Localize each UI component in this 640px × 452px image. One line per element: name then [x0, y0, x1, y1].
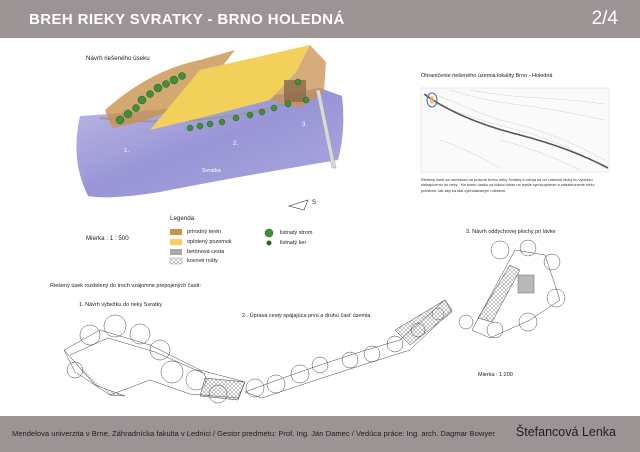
part3-plan: [459, 240, 565, 338]
plan-title: Návrh riešeného úseku: [86, 55, 150, 62]
north-arrow: [289, 200, 308, 210]
legend-item-tree: listnatý strom: [280, 230, 313, 236]
sections-intro: Riešený úsek rozdelený do troch vzájomne prepojených častí:: [50, 283, 202, 289]
legend-title: Legenda:: [170, 215, 196, 222]
page-title: BREH RIEKY SVRATKY - BRNO HOLEDNÁ: [29, 11, 345, 28]
building: [284, 80, 306, 102]
part3-title: 3. Návrh oddychovej plochy pri lávke: [466, 229, 556, 235]
legend-item-terrain: prírodný terén: [187, 229, 222, 235]
footer-bar: [0, 416, 640, 452]
section-3-label: 3.: [302, 121, 308, 128]
section-1-label: 1.: [124, 147, 130, 154]
context-map: [421, 88, 609, 172]
section-2-label: 2.: [233, 140, 239, 147]
page-number: 2/4: [591, 8, 618, 29]
detail-scale: Mierka : 1:200: [478, 372, 513, 378]
legend-swatches: [170, 229, 273, 264]
legend-item-grates: kovové rošty: [187, 258, 218, 264]
plan-scale: Mierka : 1 : 500: [86, 235, 129, 242]
legend-item-shrub: listnatý ker: [280, 240, 307, 246]
legend-item-concrete: betónová cesta: [187, 249, 225, 255]
part1-plan: [64, 315, 264, 403]
footer-credits: Mendelova univerzita v Brne, Záhradnícka fakulta v Lednici / Gestor predmetu: Prof. Ing. Ján Damec / Vedúca práce: Ing. arch. Dagmar Bowyer: [12, 429, 495, 438]
context-description: Riešený úsek sa nachádza na pravom brehu rieky Svratky a odvíja sa od Leteckej lávky ku výbežku siahajúcemu do rieky . Na tomto úseku sa kládol dôraz na lepšie sprístupnenie a zatraktívnenie tohto priestoru, tak aby sa stal vyhľadávaným miestom.: [421, 177, 595, 193]
river-label: Svratka: [202, 168, 221, 174]
part2-title: 2 . Úprava cesty spájajúca prvú a druhú časť územia: [242, 313, 371, 319]
north-label: S: [312, 199, 317, 206]
author-name: Štefancová Lenka: [515, 425, 616, 439]
part1-title: 1. Návrh výbežku do rieky Svratky: [79, 302, 163, 308]
context-map-title: Ohraničenie riešeného územia lokality Brno - Holedná: [421, 73, 553, 79]
legend-item-fenced: oplotený pozemok: [187, 239, 232, 245]
